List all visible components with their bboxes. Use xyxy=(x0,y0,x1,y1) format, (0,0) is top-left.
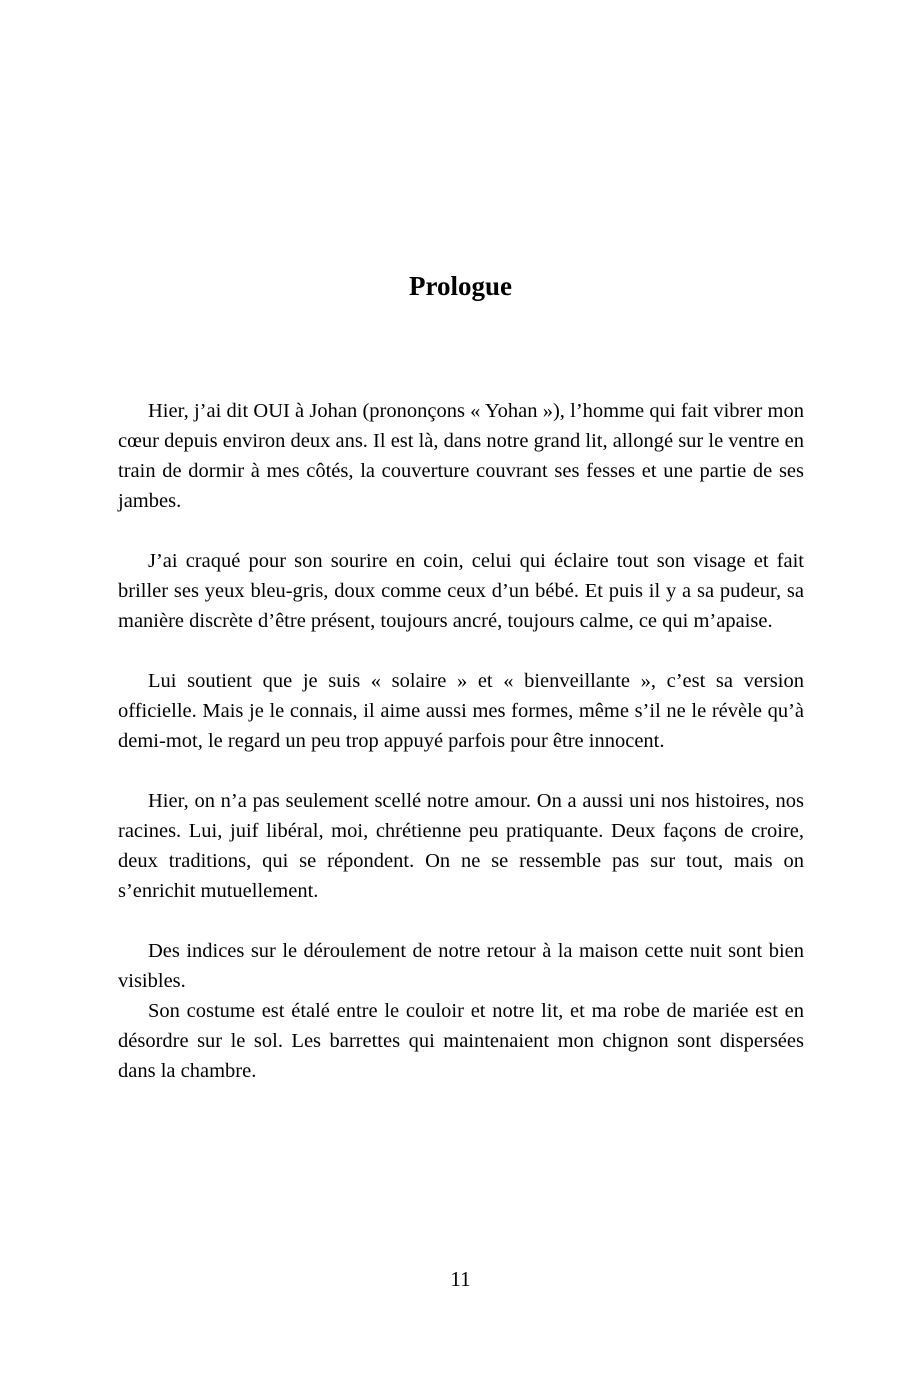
chapter-title: Prologue xyxy=(409,271,512,301)
paragraph: Hier, j’ai dit OUI à Johan (prononçons « Yohan »), l’homme qui fait vibrer mon cœur depuis environ deux ans. Il est là, dans notre grand lit, allongé sur le ventre en train de dormir à mes côtés, la couverture couvrant ses fesses et une partie de ses jambes. xyxy=(118,400,804,512)
chapter-body xyxy=(118,396,804,1086)
page-number: 11 xyxy=(450,1267,471,1291)
paragraph: Lui soutient que je suis « solaire » et « bienveillante », c’est sa version officielle. Mais je le connais, il aime aussi mes formes, même s’il ne le révèle qu’à demi-mot, le regard un peu trop appuyé parfois pour être innocent. xyxy=(118,670,804,752)
paragraph: Son costume est étalé entre le couloir et notre lit, et ma robe de mariée est en désordre sur le sol. Les barrettes qui maintenaient mon chignon sont dispersées dans la chambre. xyxy=(118,1000,804,1082)
paragraph: Des indices sur le déroulement de notre retour à la maison cette nuit sont bien visibles. xyxy=(118,940,804,992)
paragraph: Hier, on n’a pas seulement scellé notre amour. On a aussi uni nos histoires, nos racines. Lui, juif libéral, moi, chrétienne peu pratiquante. Deux façons de croire, deux traditions, qui se répondent. On ne se ressemble pas sur tout, mais on s’enrichit mutuellement. xyxy=(118,790,804,902)
paragraph: J’ai craqué pour son sourire en coin, celui qui éclaire tout son visage et fait briller ses yeux bleu-gris, doux comme ceux d’un bébé. Et puis il y a sa pudeur, sa manière discrète d’être présent, toujours ancré, toujours calme, ce qui m’apaise. xyxy=(118,550,804,632)
